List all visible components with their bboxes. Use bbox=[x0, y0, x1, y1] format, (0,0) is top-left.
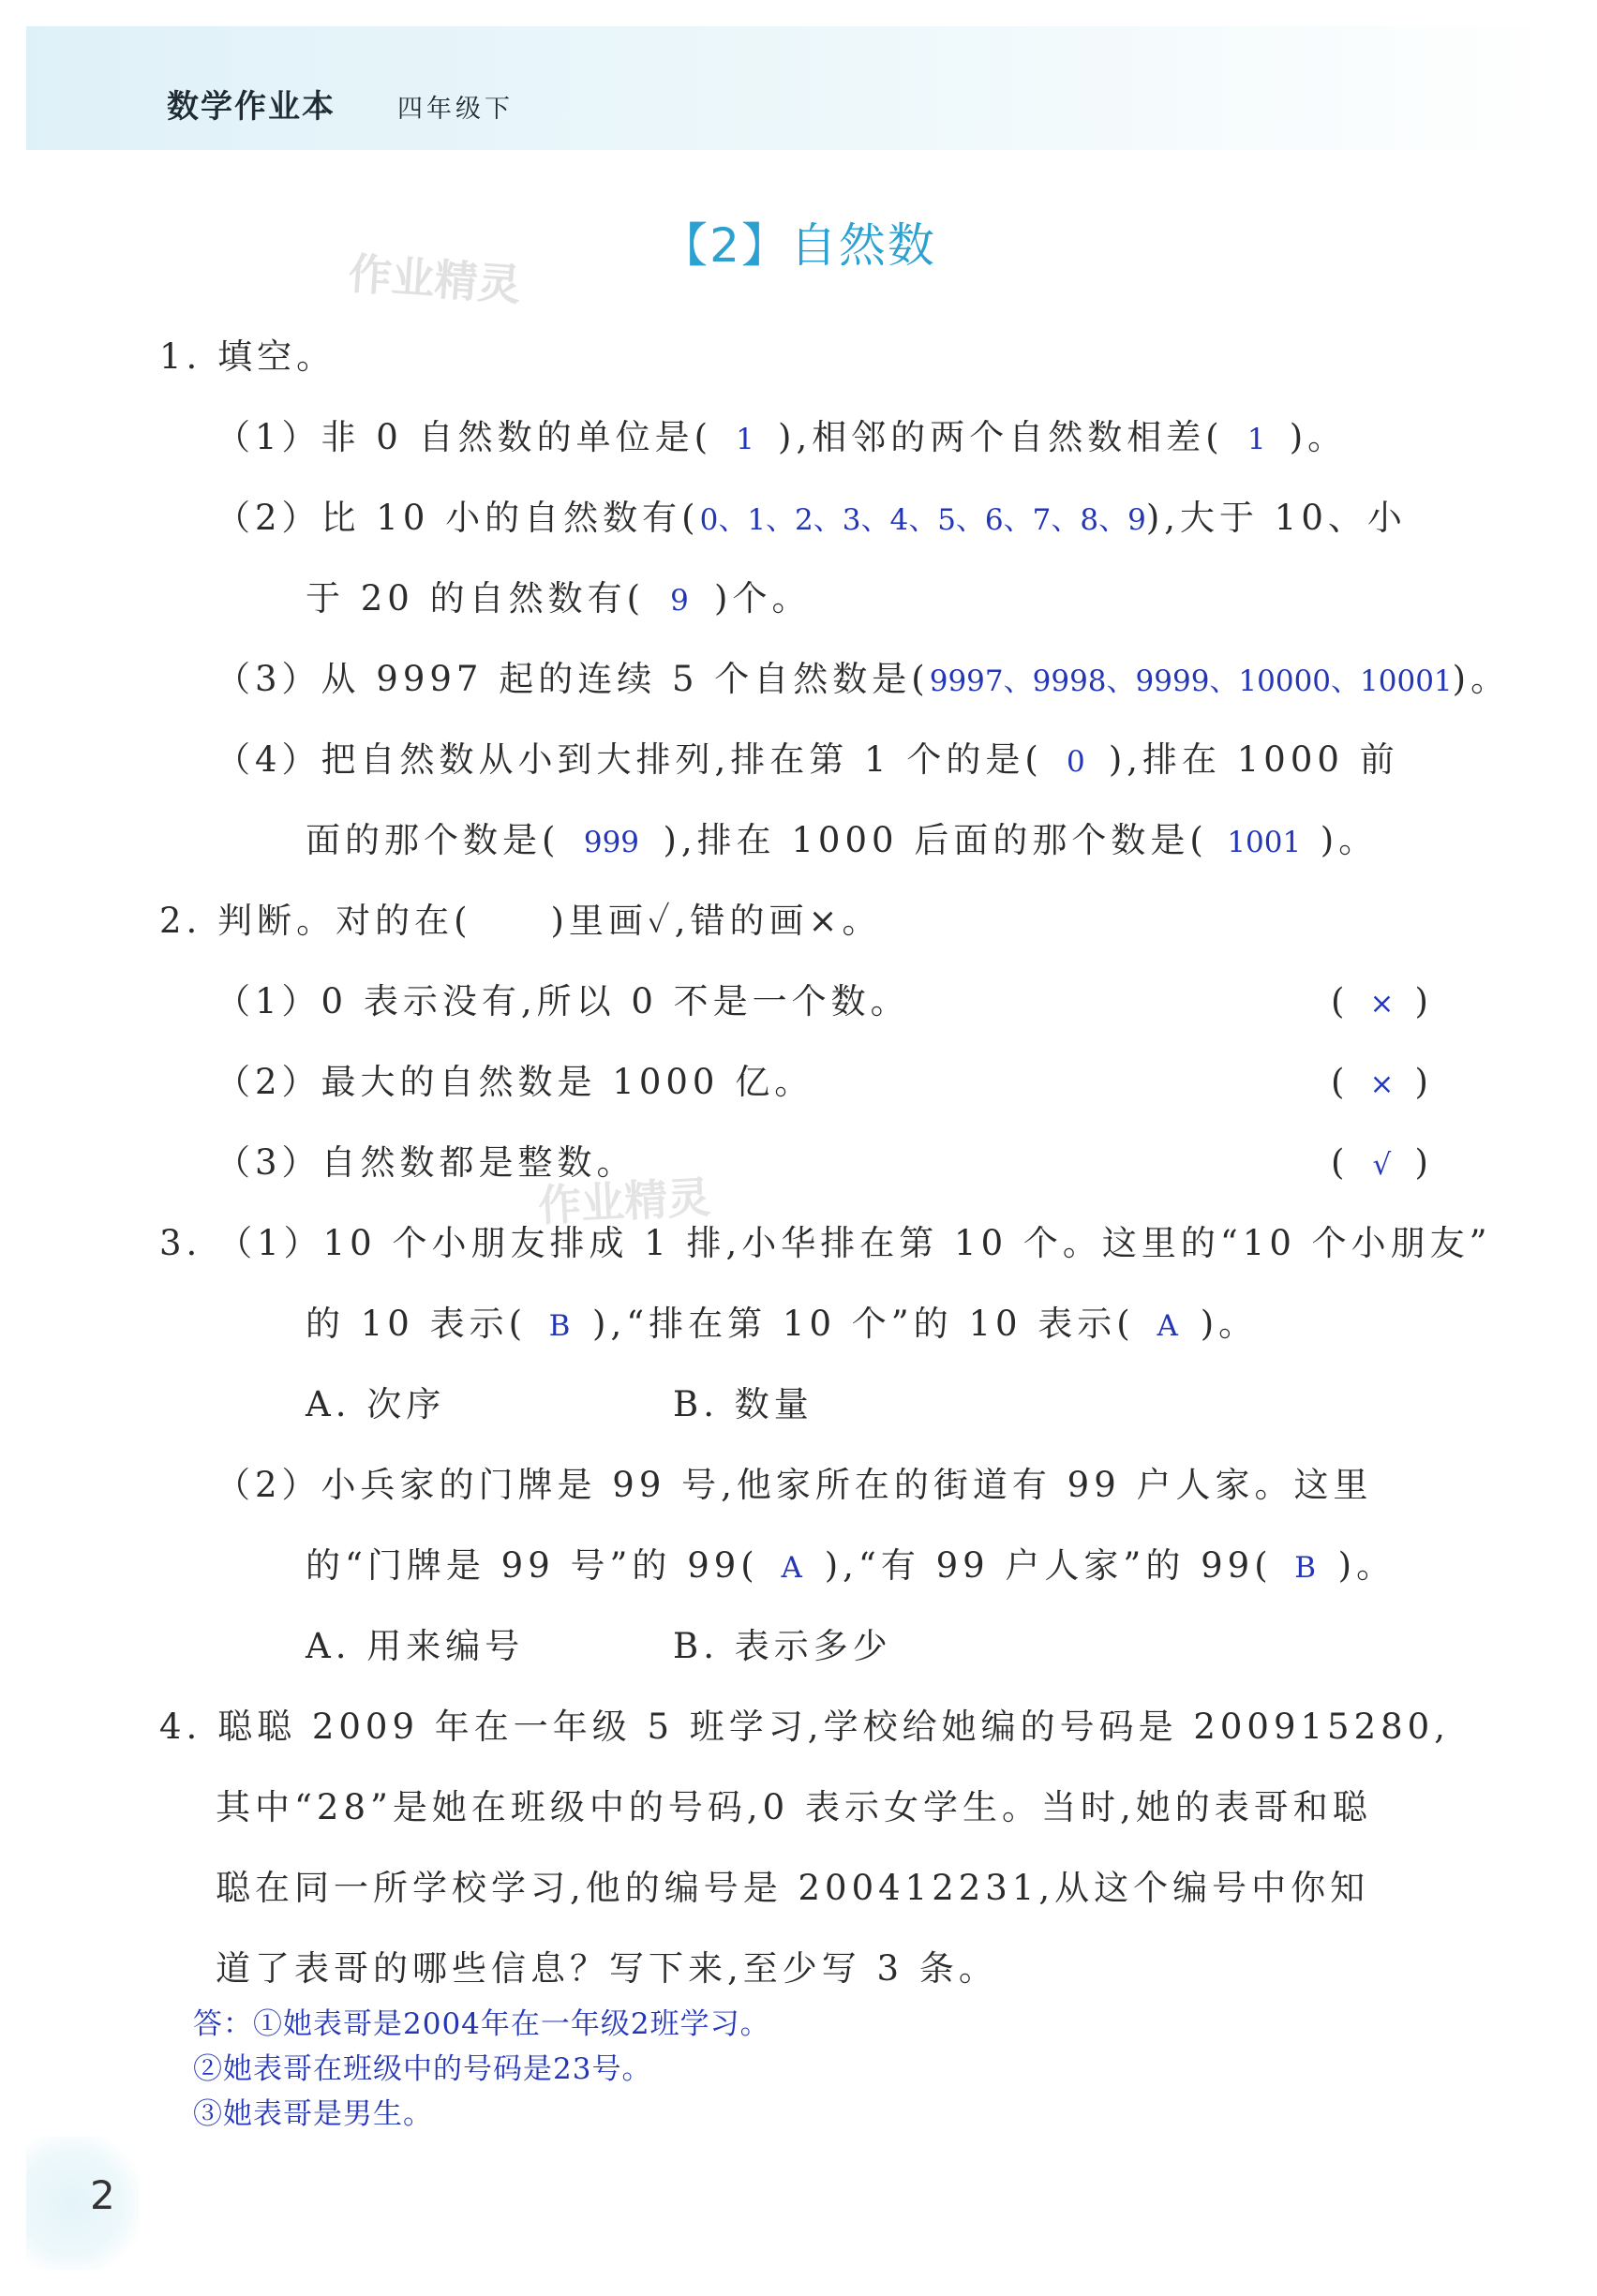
page-number: 2 bbox=[90, 2172, 115, 2218]
answer-text: 999 bbox=[583, 826, 640, 859]
q3-p1-option-b: B. 数量 bbox=[673, 1384, 813, 1424]
watermark: 作业精灵 bbox=[536, 1171, 712, 1231]
q1-p1: （1）非 0 自然数的单位是( 1 ),相邻的两个自然数相差( 1 )。 bbox=[216, 417, 1348, 457]
answer-mark: × bbox=[1369, 1067, 1395, 1101]
q2-item-3: （3）自然数都是整数。 bbox=[216, 1142, 636, 1183]
q1-p4-line2: 面的那个数是( 999 ),排在 1000 后面的那个数是( 1001 )。 bbox=[306, 820, 1379, 860]
watermark: 作业精灵 bbox=[347, 247, 523, 311]
q4-answer-1: 答：①她表哥是2004年在一年级2班学习。 bbox=[193, 2007, 770, 2041]
q2-item-2: （2）最大的自然数是 1000 亿。 bbox=[216, 1062, 814, 1102]
q1-p2-line1: （2）比 10 小的自然数有(0、1、2、3、4、5、6、7、8、9),大于 10、小 bbox=[216, 498, 1407, 538]
q3-p2-line1: （2）小兵家的门牌是 99 号,他家所在的街道有 99 户人家。这里 bbox=[216, 1465, 1373, 1505]
answer-text: 1 bbox=[736, 423, 754, 456]
answer-mark: × bbox=[1369, 987, 1395, 1021]
answer-text: 9 bbox=[670, 584, 689, 618]
answer-text: A bbox=[781, 1551, 802, 1585]
q2-item-3-judge: ( √ ) bbox=[1331, 1142, 1433, 1183]
q3-p2-line2: 的“门牌是 99 号”的 99( A ),“有 99 户人家”的 99( B )。 bbox=[306, 1545, 1396, 1586]
q4-line-1: 4. 聪聪 2009 年在一年级 5 班学习,学校给她编的号码是 200915280, bbox=[159, 1707, 1450, 1747]
answer-text: A bbox=[1157, 1309, 1178, 1343]
section-title: 【2】自然数 bbox=[661, 218, 936, 273]
q1-p3: （3）从 9997 起的连续 5 个自然数是(9997、9998、9999、10000、10001)。 bbox=[216, 659, 1511, 699]
q2-item-2-judge: ( × ) bbox=[1331, 1062, 1433, 1102]
answer-text: 1 bbox=[1246, 423, 1266, 456]
book-title: 数学作业本 bbox=[167, 88, 336, 126]
q2-item-1: （1）0 表示没有,所以 0 不是一个数。 bbox=[216, 981, 910, 1021]
q4-line-3: 聪在同一所学校学习,他的编号是 200412231,从这个编号中你知 bbox=[216, 1868, 1370, 1908]
q3-p2-option-b: B. 表示多少 bbox=[673, 1626, 892, 1666]
q4-line-4: 道了表哥的哪些信息？写下来,至少写 3 条。 bbox=[216, 1948, 998, 1989]
q3-p2-option-a: A. 用来编号 bbox=[306, 1626, 525, 1666]
q3-p1-line2: 的 10 表示( B ),“排在第 10 个”的 10 表示( A )。 bbox=[306, 1304, 1259, 1344]
answer-text: B bbox=[1294, 1551, 1317, 1585]
answer-mark: √ bbox=[1372, 1148, 1392, 1182]
page-corner-decoration bbox=[26, 2137, 139, 2270]
answer-text: 1001 bbox=[1227, 826, 1302, 859]
q1-p2-line2: 于 20 的自然数有( 9 )个。 bbox=[306, 578, 812, 619]
q4-answer-3: ③她表哥是男生。 bbox=[193, 2097, 433, 2131]
q2-item-1-judge: ( × ) bbox=[1331, 981, 1433, 1021]
grade-label: 四年级下 bbox=[397, 95, 514, 124]
q3-p1-line1: 3. （1）10 个小朋友排成 1 排,小华排在第 10 个。这里的“10 个小朋友” bbox=[159, 1223, 1492, 1263]
answer-text: B bbox=[548, 1309, 571, 1343]
q1-p4-line1: （4）把自然数从小到大排列,排在第 1 个的是( 0 ),排在 1000 前 bbox=[216, 739, 1399, 780]
q2-title: 2. 判断。对的在( )里画✓,错的画×。 bbox=[159, 901, 882, 941]
q4-line-2: 其中“28”是她在班级中的号码,0 表示女学生。当时,她的表哥和聪 bbox=[216, 1787, 1372, 1827]
q1-title: 1. 填空。 bbox=[159, 336, 336, 377]
q4-answer-2: ②她表哥在班级中的号码是23号。 bbox=[193, 2052, 652, 2086]
q3-p1-option-a: A. 次序 bbox=[306, 1384, 446, 1424]
answer-text: 9997、9998、9999、10000、10001 bbox=[929, 664, 1453, 698]
answer-text: 0 bbox=[1066, 745, 1085, 779]
answer-text: 0、1、2、3、4、5、6、7、8、9 bbox=[699, 503, 1146, 537]
